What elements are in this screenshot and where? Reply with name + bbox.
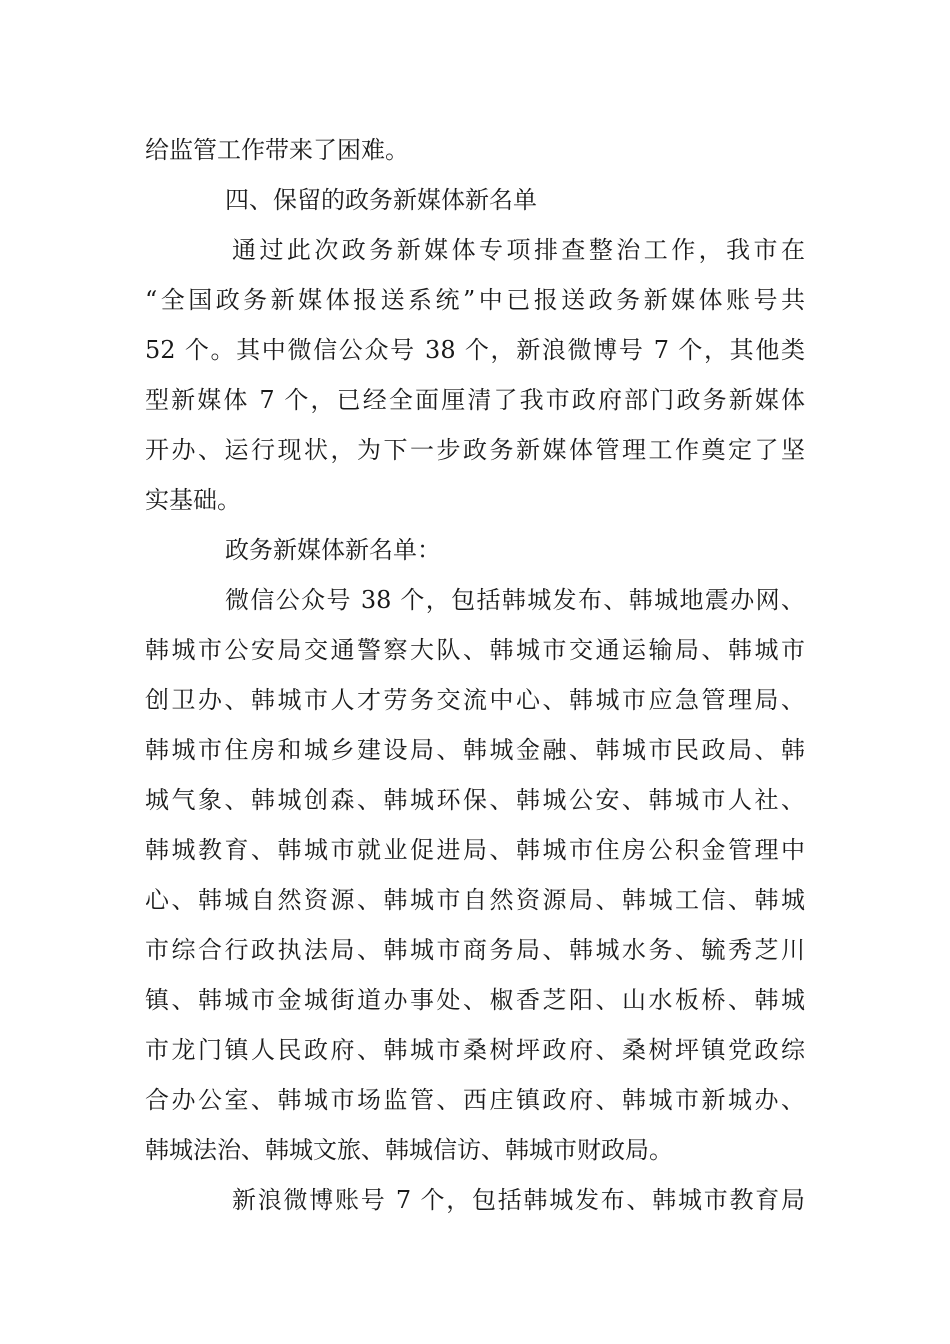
text-line-22: 新浪微博账号 7 个，包括韩城发布、韩城市教育局 — [232, 1186, 805, 1214]
text-line-20: 合办公室、韩城市场监管、西庄镇政府、韩城市新城办、 — [145, 1086, 805, 1114]
text-line-16: 心、韩城自然资源、韩城市自然资源局、韩城工信、韩城 — [145, 886, 805, 914]
text-line-11: 韩城市公安局交通警察大队、韩城市交通运输局、韩城市 — [145, 636, 805, 664]
text-line-4: “全国政务新媒体报送系统”中已报送政务新媒体账号共 — [145, 286, 805, 314]
text-line-17: 市综合行政执法局、韩城市商务局、韩城水务、毓秀芝川 — [145, 936, 805, 964]
text-line-15: 韩城教育、韩城市就业促进局、韩城市住房公积金管理中 — [145, 836, 805, 864]
text-line-18: 镇、韩城市金城街道办事处、椒香芝阳、山水板桥、韩城 — [145, 986, 805, 1014]
text-line-14: 城气象、韩城创森、韩城环保、韩城公安、韩城市人社、 — [145, 786, 805, 814]
text-line-13: 韩城市住房和城乡建设局、韩城金融、韩城市民政局、韩 — [145, 736, 805, 764]
text-line-8: 实基础。 — [145, 486, 241, 514]
section-heading: 四、保留的政务新媒体新名单 — [225, 186, 537, 214]
text-line-10: 微信公众号 38 个，包括韩城发布、韩城地震办网、 — [225, 586, 805, 614]
text-line-1: 给监管工作带来了困难。 — [145, 136, 409, 164]
text-line-7: 开办、运行现状，为下一步政务新媒体管理工作奠定了坚 — [145, 436, 805, 464]
text-line-12: 创卫办、韩城市人才劳务交流中心、韩城市应急管理局、 — [145, 686, 805, 714]
text-line-21: 韩城法治、韩城文旅、韩城信访、韩城市财政局。 — [145, 1136, 673, 1164]
text-line-19: 市龙门镇人民政府、韩城市桑树坪政府、桑树坪镇党政综 — [145, 1036, 805, 1064]
text-line-6: 型新媒体 7 个，已经全面厘清了我市政府部门政务新媒体 — [145, 386, 805, 414]
text-line-3: 通过此次政务新媒体专项排查整治工作，我市在 — [232, 236, 805, 264]
list-heading: 政务新媒体新名单： — [225, 536, 441, 564]
text-line-5: 52 个。其中微信公众号 38 个，新浪微博号 7 个，其他类 — [145, 336, 805, 364]
